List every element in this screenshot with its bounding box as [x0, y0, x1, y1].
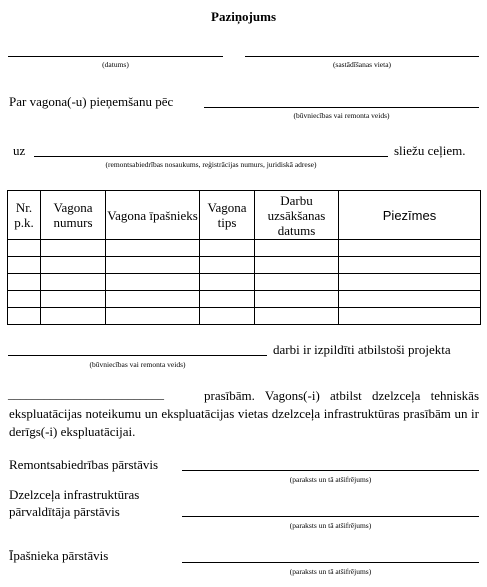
table-cell[interactable]: [106, 274, 200, 291]
signature-line-repair[interactable]: [182, 470, 479, 471]
table-cell[interactable]: [255, 291, 339, 308]
work-type-caption: (būvniecības vai remonta veids): [293, 111, 390, 120]
work-type-line[interactable]: [204, 107, 479, 108]
table-cell[interactable]: [200, 240, 255, 257]
signature-label-infra-2: pārvaldītāja pārstāvis: [9, 504, 120, 519]
table-cell[interactable]: [106, 291, 200, 308]
table-cell[interactable]: [106, 240, 200, 257]
header-wagon-owner: Vagona īpašnieks: [106, 191, 200, 240]
table-cell[interactable]: [41, 291, 106, 308]
company-caption: (remontsabiedrības nosaukums, reģistrācijas numurs, juridiskā adrese): [105, 160, 317, 169]
table-cell[interactable]: [41, 308, 106, 325]
table-row: [8, 308, 481, 325]
table-cell[interactable]: [8, 308, 41, 325]
table-cell[interactable]: [8, 291, 41, 308]
table-row: [8, 257, 481, 274]
table-cell[interactable]: [200, 308, 255, 325]
table-header-row: [8, 191, 481, 240]
signature-caption-owner: (paraksts un tā atšifrējums): [289, 567, 372, 576]
works-type-caption: (būvniecības vai remonta veids): [89, 360, 186, 369]
project-blank[interactable]: __________________________: [8, 387, 164, 401]
table-row: [8, 274, 481, 291]
table-cell[interactable]: [106, 257, 200, 274]
table-cell[interactable]: [339, 274, 481, 291]
signature-caption-infra: (paraksts un tā atšifrējums): [289, 521, 372, 530]
table-cell[interactable]: [106, 308, 200, 325]
table-cell[interactable]: [339, 257, 481, 274]
acceptance-suffix: sliežu ceļiem.: [394, 143, 466, 158]
signature-label-infra-1: Dzelzceļa infrastruktūras: [9, 487, 140, 502]
table-cell[interactable]: [339, 240, 481, 257]
conformity-paragraph: [9, 387, 479, 441]
header-wagon-number: Vagona numurs: [41, 191, 106, 240]
table-cell[interactable]: [41, 274, 106, 291]
header-wagon-type: Vagona tips: [200, 191, 255, 240]
date-line[interactable]: [8, 56, 223, 57]
table-cell[interactable]: [41, 257, 106, 274]
table-cell[interactable]: [255, 274, 339, 291]
company-line[interactable]: [34, 156, 388, 157]
signature-line-owner[interactable]: [182, 562, 479, 563]
table-cell[interactable]: [255, 308, 339, 325]
table-cell[interactable]: [339, 291, 481, 308]
works-type-line[interactable]: [8, 355, 267, 356]
signature-label-owner: Īpašnieka pārstāvis: [9, 548, 109, 563]
signature-label-repair: Remontsabiedrības pārstāvis: [9, 457, 159, 472]
table-cell[interactable]: [200, 257, 255, 274]
page-title: Paziņojums: [211, 9, 276, 24]
signature-line-infra[interactable]: [182, 516, 479, 517]
table-cell[interactable]: [41, 240, 106, 257]
to-word: uz: [13, 143, 26, 158]
table-cell[interactable]: [8, 274, 41, 291]
signature-caption-repair: (paraksts un tā atšifrējums): [289, 475, 372, 484]
acceptance-prefix: Par vagona(-u) pieņemšanu pēc: [9, 94, 174, 109]
table-cell[interactable]: [200, 274, 255, 291]
table-cell[interactable]: [339, 308, 481, 325]
header-notes: Piezīmes: [339, 191, 481, 240]
place-caption: (sastādīšanas vieta): [332, 60, 392, 69]
works-text: darbi ir izpildīti atbilstoši projekta: [273, 342, 451, 357]
table-cell[interactable]: [200, 291, 255, 308]
header-no: Nr. p.k.: [8, 191, 41, 240]
header-start-date: Darbu uzsākšanas datums: [255, 191, 339, 240]
place-line[interactable]: [245, 56, 479, 57]
table-row: [8, 291, 481, 308]
wagon-table: [7, 190, 481, 325]
table-cell[interactable]: [8, 257, 41, 274]
table-cell[interactable]: [255, 257, 339, 274]
conformity-text: prasībām. Vagons(-i) atbilst dzelzceļa tehniskās ekspluatācijas noteikumu un ekspluatācijas vietas dzelzceļa infrastruktūras prasībām un ir derīgs(-i) ekspluatācijai.: [9, 388, 479, 439]
table-cell[interactable]: [255, 240, 339, 257]
date-caption: (datums): [102, 60, 129, 69]
table-row: [8, 240, 481, 257]
table-cell[interactable]: [8, 240, 41, 257]
